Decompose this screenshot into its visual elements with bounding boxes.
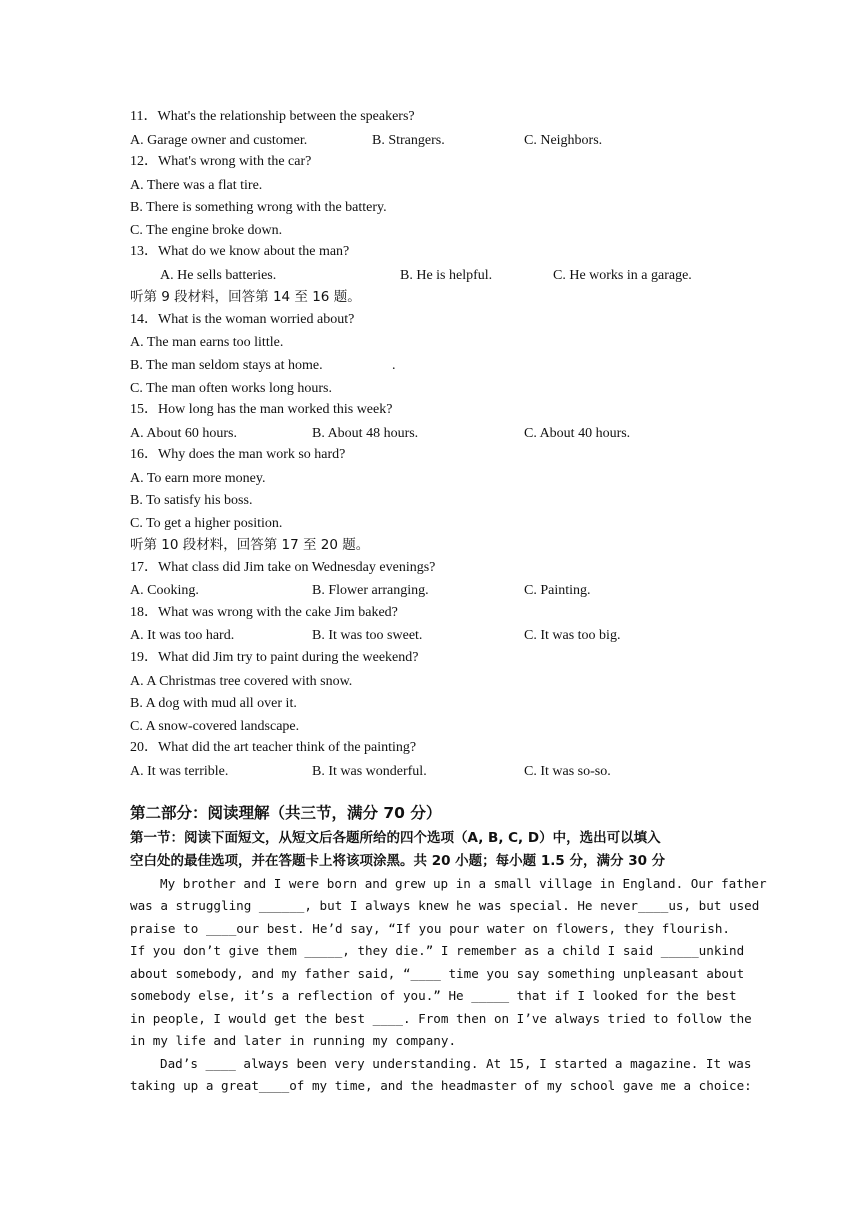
question-15-option-c: C. About 40 hours. (524, 426, 631, 441)
passage-line: somebody else, it’s a reflection of you.” He _____ that if I looked for the best (130, 988, 737, 1003)
question-16-option-a: A. To earn more money. (130, 471, 266, 486)
question-18-stem: 18．What was wrong with the cake Jim baked? (130, 605, 398, 620)
question-12-option-b: B. There is something wrong with the battery. (130, 200, 387, 215)
question-16-option-b: B. To satisfy his boss. (130, 493, 253, 508)
passage-line: taking up a great____of my time, and the headmaster of my school gave me a choice: (130, 1078, 752, 1093)
question-13-option-a: A. He sells batteries. (160, 268, 277, 283)
passage-line: about somebody, and my father said, “____ time you say something unpleasant about (130, 966, 745, 981)
question-12-option-a: A. There was a flat tire. (130, 178, 263, 193)
question-17-option-c: C. Painting. (524, 583, 591, 598)
question-20-option-a: A. It was terrible. (130, 764, 229, 779)
question-13-option-c: C. He works in a garage. (553, 268, 692, 283)
passage-line: was a struggling ______, but I always knew he was special. He never____us, but used (130, 898, 760, 913)
question-20-option-c: C. It was so-so. (524, 764, 611, 779)
question-15-option-b: B. About 48 hours. (312, 426, 419, 441)
passage-line: praise to ____our best. He’d say, “If you pour water on flowers, they flourish. (130, 921, 730, 936)
question-18-option-b: B. It was too sweet. (312, 628, 423, 643)
question-11-stem: 11．What's the relationship between the speakers? (130, 109, 415, 124)
question-19-stem: 19．What did Jim try to paint during the weekend? (130, 650, 419, 665)
question-11-option-a: A. Garage owner and customer. (130, 133, 308, 148)
question-20-option-b: B. It was wonderful. (312, 764, 427, 779)
passage-line: My brother and I were born and grew up in a small village in England. Our father (160, 876, 767, 891)
question-14-stem: 14．What is the woman worried about? (130, 312, 355, 327)
part2-subtitle-line2: 空白处的最佳选项，并在答题卡上将该项涂黑。共 20 小题；每小题 1.5 分，满分 30 分 (130, 853, 666, 869)
question-13-option-b: B. He is helpful. (400, 268, 493, 283)
question-13-stem: 13．What do we know about the man? (130, 244, 350, 259)
question-20-stem: 20．What did the art teacher think of the painting? (130, 740, 417, 755)
question-19-option-b: B. A dog with mud all over it. (130, 696, 297, 711)
section-9-instruction: 听第 9 段材料，回答第 14 至 16 题。 (130, 289, 361, 305)
question-14-option-b: B. The man seldom stays at home. (130, 358, 323, 373)
stray-dot: . (392, 358, 396, 373)
question-11-option-c: C. Neighbors. (524, 133, 603, 148)
question-15-option-a: A. About 60 hours. (130, 426, 237, 441)
passage-line: If you don’t give them _____, they die.” I remember as a child I said _____unkind (130, 943, 745, 958)
question-17-stem: 17．What class did Jim take on Wednesday evenings? (130, 560, 436, 575)
question-16-stem: 16．Why does the man work so hard? (130, 447, 346, 462)
question-14-option-a: A. The man earns too little. (130, 335, 284, 350)
question-19-option-c: C. A snow-covered landscape. (130, 719, 300, 734)
part2-subtitle-line1: 第一节：阅读下面短文，从短文后各题所给的四个选项（A, B, C, D）中，选出可以填入 (130, 830, 661, 846)
passage-line: in my life and later in running my company. (130, 1033, 457, 1048)
section-10-instruction: 听第 10 段材料，回答第 17 至 20 题。 (130, 537, 370, 553)
question-12-option-c: C. The engine broke down. (130, 223, 283, 238)
passage-line: Dad’s ____ always been very understanding. At 15, I started a magazine. It was (160, 1056, 752, 1071)
question-17-option-b: B. Flower arranging. (312, 583, 429, 598)
question-16-option-c: C. To get a higher position. (130, 516, 283, 531)
passage-line: in people, I would get the best ____. From then on I’ve always tried to follow the (130, 1011, 752, 1026)
question-14-option-c: C. The man often works long hours. (130, 381, 332, 396)
question-11-option-b: B. Strangers. (372, 133, 445, 148)
question-19-option-a: A. A Christmas tree covered with snow. (130, 674, 353, 689)
question-18-option-a: A. It was too hard. (130, 628, 235, 643)
question-18-option-c: C. It was too big. (524, 628, 621, 643)
question-17-option-a: A. Cooking. (130, 583, 199, 598)
part2-title: 第二部分：阅读理解（共三节，满分 70 分） (130, 804, 442, 822)
question-12-stem: 12．What's wrong with the car? (130, 154, 312, 169)
question-15-stem: 15．How long has the man worked this week? (130, 402, 393, 417)
